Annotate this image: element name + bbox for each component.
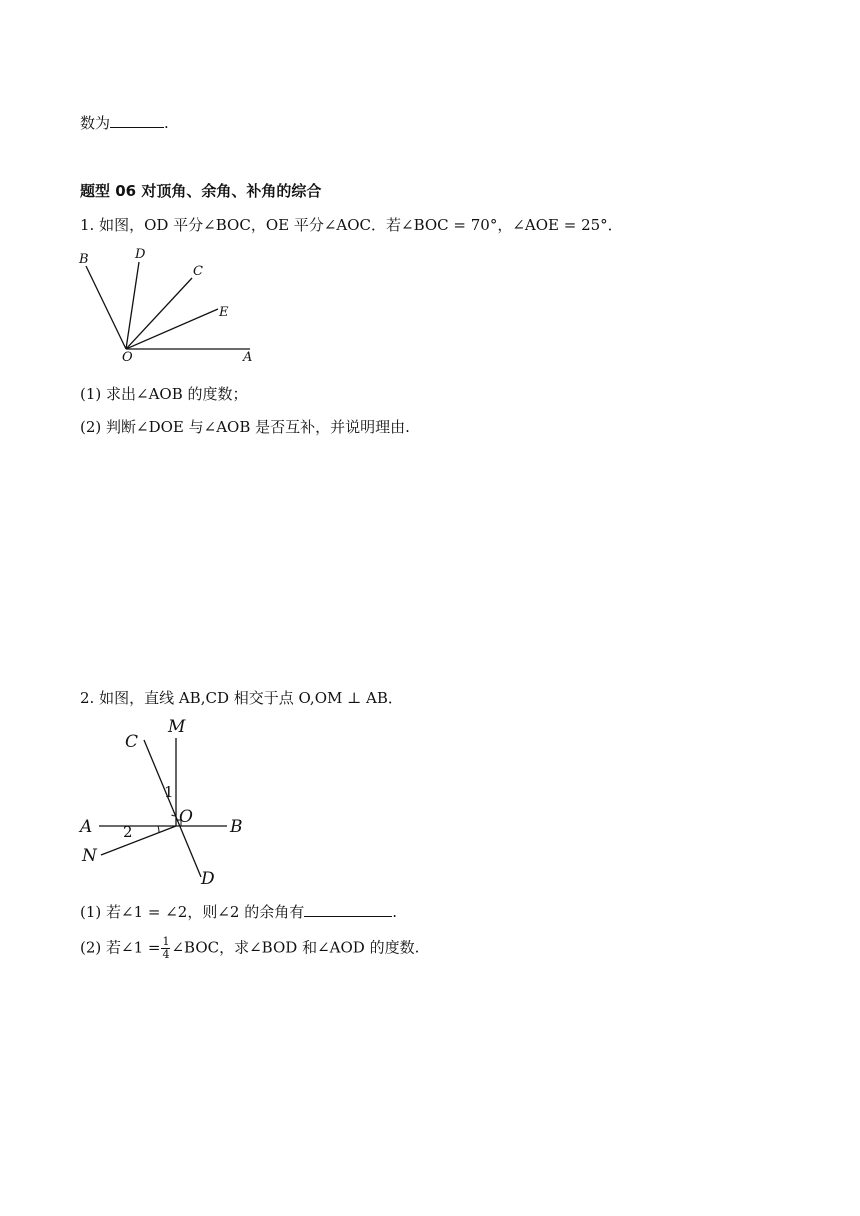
angle-2-arc [158,826,159,833]
q2-sub2 [80,936,419,961]
label-D: D [135,247,146,262]
label-O: O [122,350,133,365]
fragment-text: 数为 [80,114,111,132]
label-B: B [230,817,243,837]
label-N: N [82,846,97,866]
fraction-denominator: 4 [162,948,170,961]
ray-ON [101,826,176,855]
label-B: B [79,252,89,267]
label-angle-1: 1 [164,783,174,801]
q2-sub1 [80,901,397,922]
section-heading: 题型 06 对顶角、余角、补角的综合 [80,182,322,200]
q2-sub1-end: . [392,903,398,921]
label-C: C [125,732,139,752]
fragment-end: . [164,114,169,132]
label-A: A [80,817,93,837]
q2-sub2-pre: (2) 若∠1 = [80,938,161,957]
label-A: A [243,350,253,365]
answer-blank [304,902,392,917]
q2-sub1-text: (1) 若∠1 = ∠2，则∠2 的余角有 [80,903,305,921]
label-O: O [179,807,193,827]
label-angle-2: 2 [123,823,133,841]
label-E: E [219,305,229,320]
label-D: D [201,869,215,889]
q2-stem: 2. 如图，直线 AB,CD 相交于点 O,OM ⊥ AB． [80,689,403,707]
fraction-one-quarter [161,936,170,961]
label-C: C [193,264,203,279]
label-M: M [168,717,186,737]
q1-sub1: (1) 求出∠AOB 的度数； [80,385,248,403]
fraction-numerator: 1 [162,935,170,948]
q1-sub2: (2) 判断∠DOE 与∠AOB 是否互补，并说明理由. [80,418,410,436]
q2-sub2-post: ∠BOC，求∠BOD 和∠AOD 的度数. [171,938,420,957]
q1-stem: 1. 如图，OD 平分∠BOC，OE 平分∠AOC．若∠BOC = 70°，∠AOE = 25°． [80,216,623,234]
